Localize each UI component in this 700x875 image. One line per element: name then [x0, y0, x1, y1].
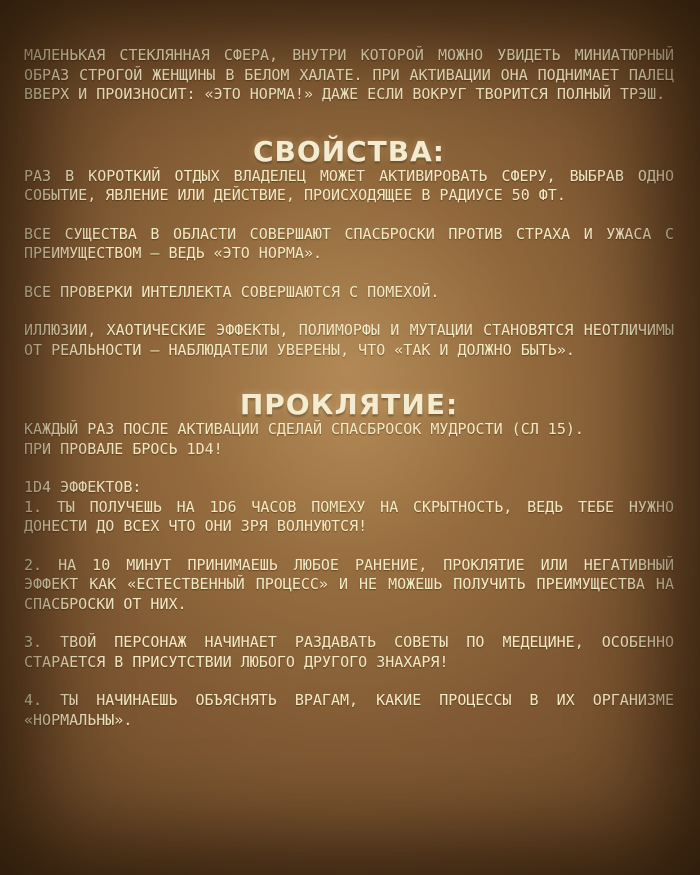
curse-heading: ПРОКЛЯТИЕ: [239, 388, 459, 421]
curse-effect-4: 4. ТЫ НАЧИНАЕШЬ ОБЪЯСНЯТЬ ВРАГАМ, КАКИЕ ПРОЦЕССЫ В ИХ ОРГАНИЗМЕ «НОРМАЛЬНЫ». [24, 691, 674, 729]
curse-effect-2: 2. НА 10 МИНУТ ПРИНИМАЕШЬ ЛЮБОЕ РАНЕНИЕ, ПРОКЛЯТИЕ ИЛИ НЕГАТИВНЫЙ ЭФФЕКТ КАК «ЕСТЕСТВЕННЫЙ ПРОЦЕСС» И НЕ МОЖЕШЬ ПОЛУЧИТЬ ПРЕИМУЩЕСТВА НА СПАСБРОСКИ ОТ НИХ. [24, 555, 674, 613]
properties-heading: СВОЙСТВА: [253, 134, 445, 168]
curse-effect-3: 3. ТВОЙ ПЕРСОНАЖ НАЧИНАЕТ РАЗДАВАТЬ СОВЕТЫ ПО МЕДЕЦИНЕ, ОСОБЕННО СТАРАЕТСЯ В ПРИСУТСТВИИ ЛЮБОГО ДРУГОГО ЗНАХАРЯ! [24, 633, 674, 671]
curse-effects-label: 1D4 ЭФФЕКТОВ: [24, 478, 142, 496]
curse-fail-line: ПРИ ПРОВАЛЕ БРОСЬ 1D4! [24, 439, 223, 458]
curse-save-line: КАЖДЫЙ РАЗ ПОСЛЕ АКТИВАЦИИ СДЕЛАЙ СПАСБРОСОК МУДРОСТИ (СЛ 15). [24, 420, 584, 438]
property-4: ИЛЛЮЗИИ, ХАОТИЧЕСКИЕ ЭФФЕКТЫ, ПОЛИМОРФЫ И МУТАЦИИ СТАНОВЯТСЯ НЕОТЛИЧИМЫ ОТ РЕАЛЬНОСТИ — НАБЛЮДАТЕЛИ УВЕРЕНЫ, ЧТО «ТАК И ДОЛЖНО БЫТЬ». [24, 321, 674, 359]
property-2: ВСЕ СУЩЕСТВА В ОБЛАСТИ СОВЕРШАЮТ СПАСБРОСКИ ПРОТИВ СТРАХА И УЖАСА С ПРЕИМУЩЕСТВОМ — ВЕДЬ «ЭТО НОРМА». [24, 224, 674, 262]
item-description: МАЛЕНЬКАЯ СТЕКЛЯННАЯ СФЕРА, ВНУТРИ КОТОРОЙ МОЖНО УВИДЕТЬ МИНИАТЮРНЫЙ ОБРАЗ СТРОГОЙ ЖЕНЩИНЫ В БЕЛОМ ХАЛАТЕ. ПРИ АКТИВАЦИИ ОНА ПОДНИМАЕТ ПАЛЕЦ ВВЕРХ И ПРОИЗНОСИТ: «ЭТО НОРМА!» ДАЖЕ ЕСЛИ ВОКРУГ ТВОРИТСЯ ПОЛНЫЙ ТРЭШ. [24, 46, 674, 103]
property-3: ВСЕ ПРОВЕРКИ ИНТЕЛЛЕКТА СОВЕРШАЮТСЯ С ПОМЕХОЙ. [24, 282, 440, 301]
property-1: РАЗ В КОРОТКИЙ ОТДЫХ ВЛАДЕЛЕЦ МОЖЕТ АКТИВИРОВАТЬ СФЕРУ, ВЫБРАВ ОДНО СОБЫТИЕ, ЯВЛЕНИЕ ИЛИ ДЕЙСТВИЕ, ПРОИСХОДЯЩЕЕ В РАДИУСЕ 50 ФТ. [24, 166, 674, 204]
curse-effect-1: 1. ТЫ ПОЛУЧЕШЬ НА 1D6 ЧАСОВ ПОМЕХУ НА СКРЫТНОСТЬ, ВЕДЬ ТЕБЕ НУЖНО ДОНЕСТИ ДО ВСЕХ ЧТО ОНИ ЗРЯ ВОЛНУЮТСЯ! [24, 497, 674, 535]
